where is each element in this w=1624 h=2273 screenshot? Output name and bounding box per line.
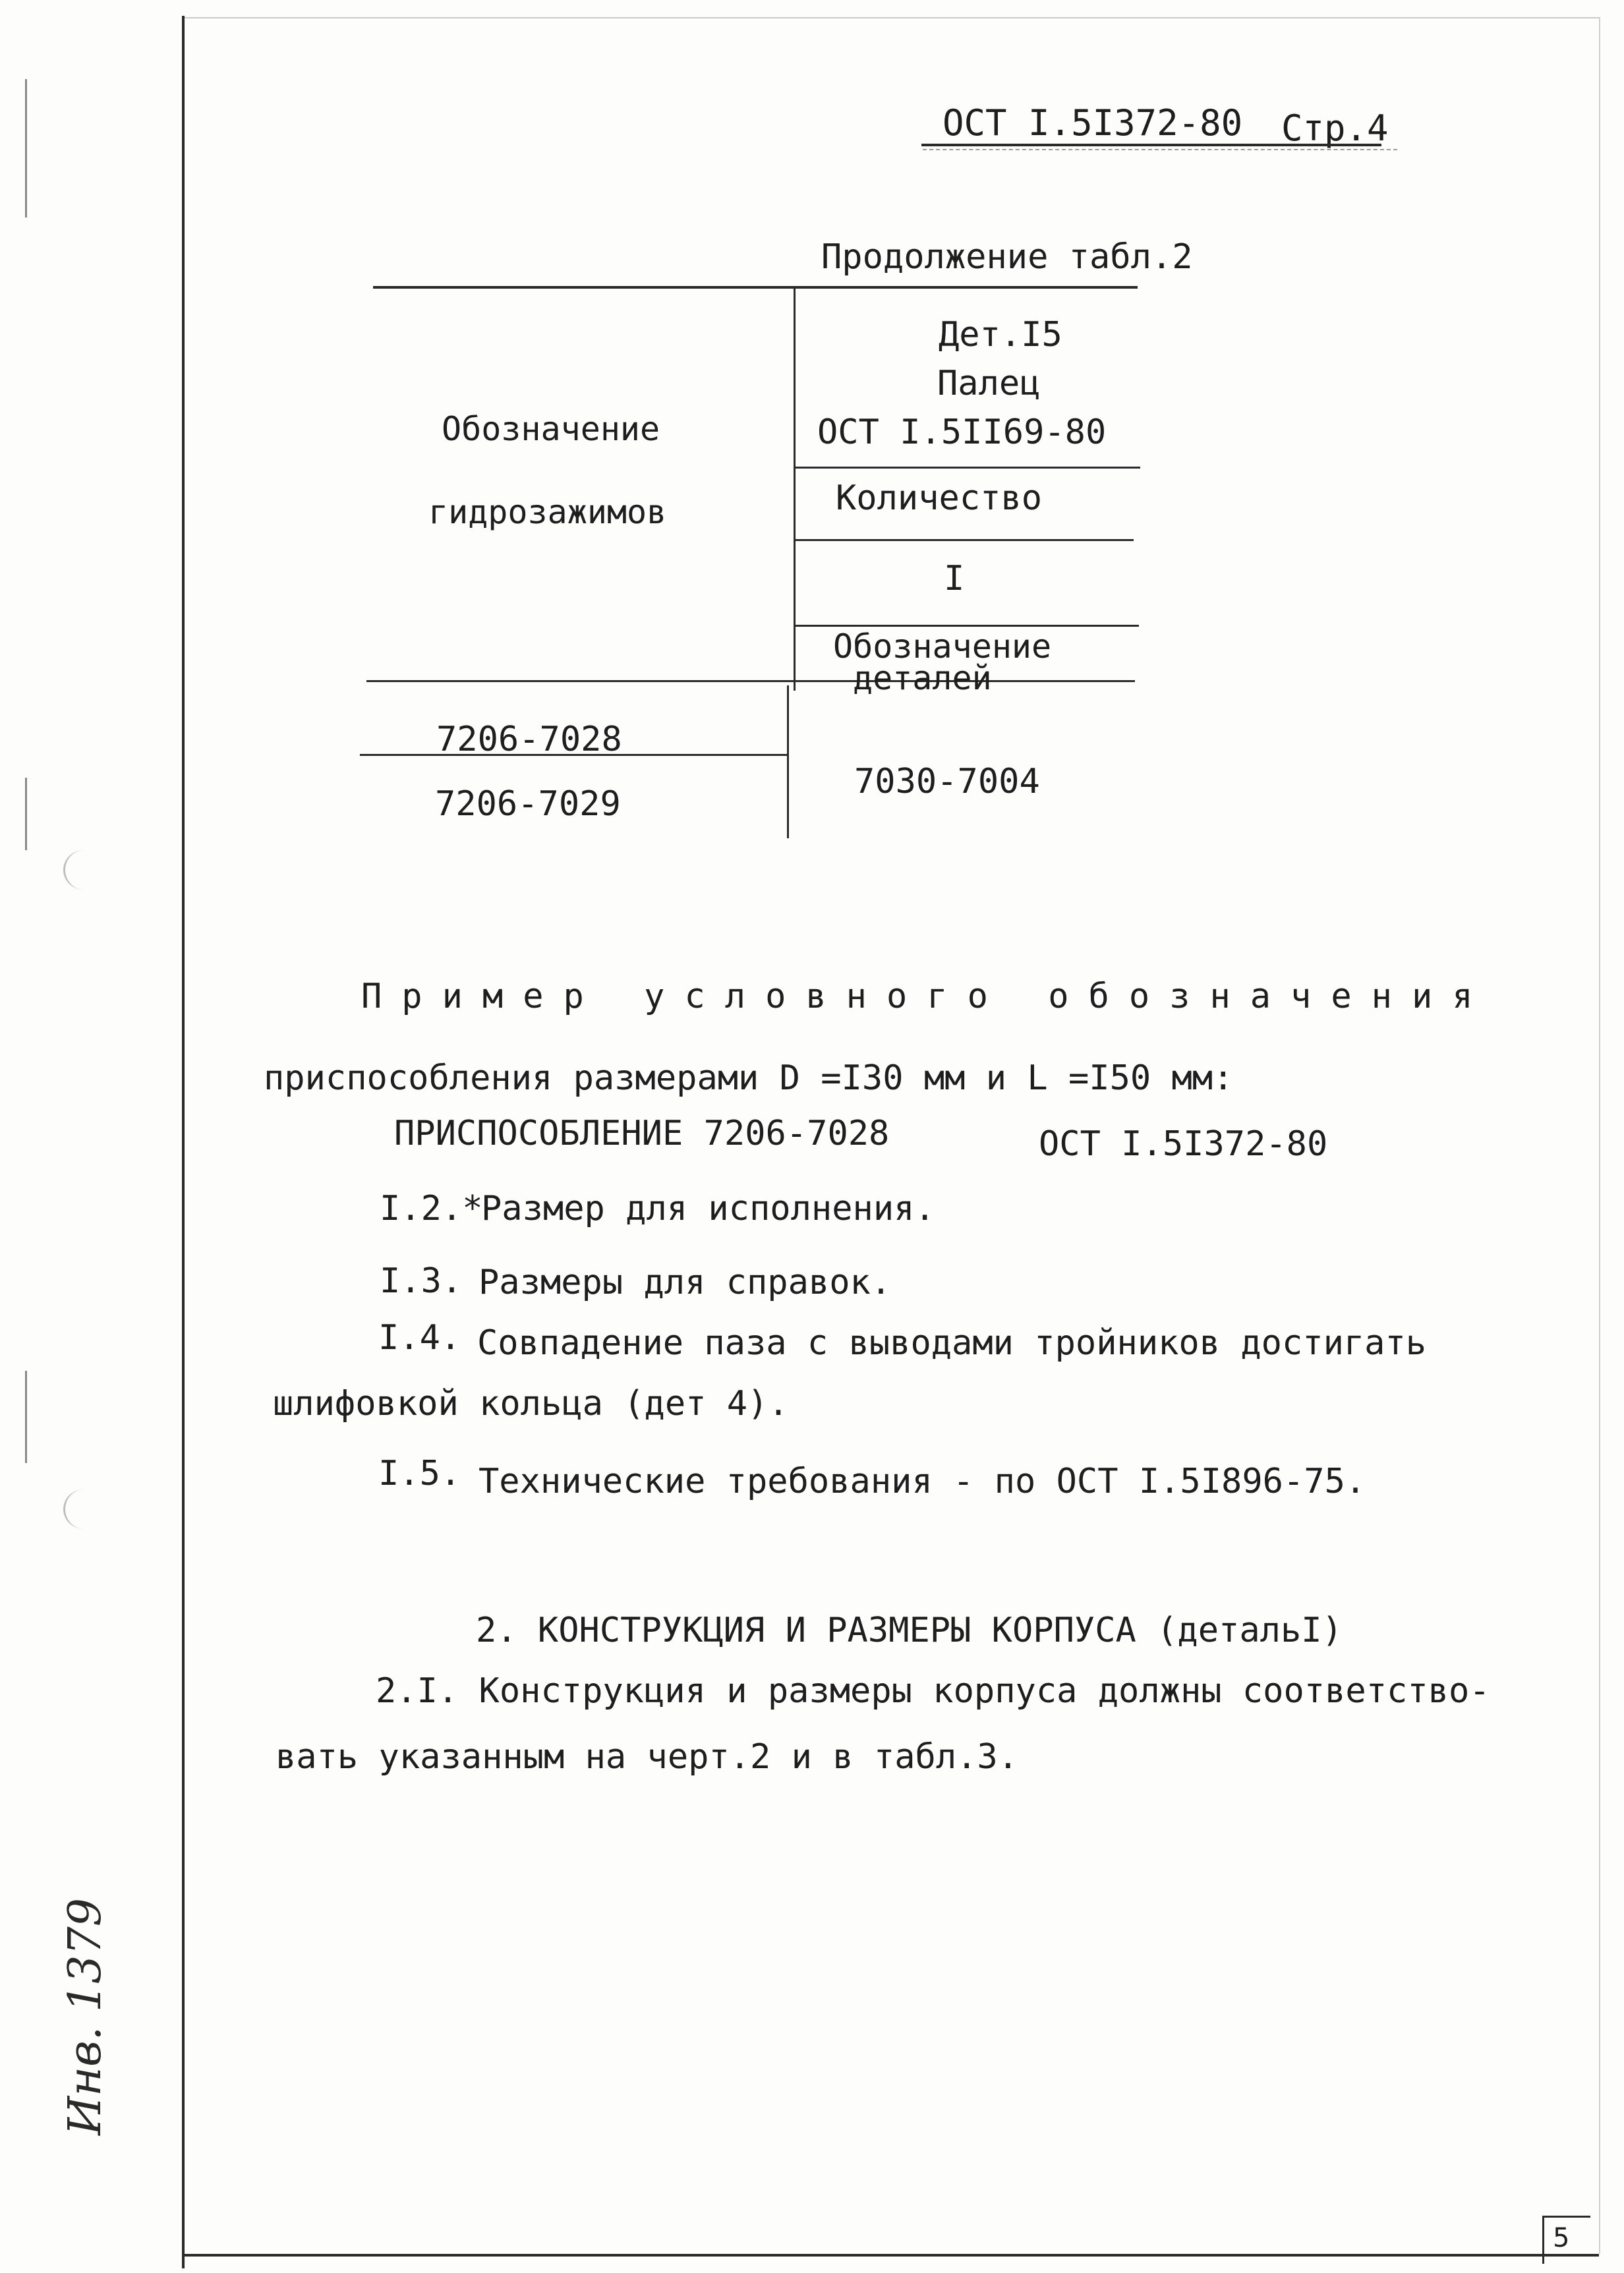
example-designation: ПРИСПОСОБЛЕНИЕ 7206-7028 [394, 1114, 890, 1153]
note-text: Размер для исполнения. [481, 1189, 935, 1228]
table-rule [794, 467, 1140, 469]
table-row-designation: 7206-7028 [436, 720, 622, 759]
frame-bottom-border [182, 2254, 1599, 2257]
table-divider-upper [794, 286, 796, 691]
document-code: ОСТ I.5I372-80 [942, 102, 1243, 144]
inventory-number-handwritten: Инв. 1379 [59, 1898, 111, 2135]
section-title: 2. КОНСТРУКЦИЯ И РАЗМЕРЫ КОРПУСА (детальI) [476, 1611, 1343, 1650]
frame-top-edge [182, 17, 1599, 18]
table-caption: Продолжение табл.2 [821, 237, 1193, 277]
detail-standard: ОСТ I.5II69-80 [817, 413, 1107, 452]
example-text: приспособления размерами D =I30 мм и L =I50 мм: [264, 1058, 1234, 1098]
table-header-rule [366, 680, 1135, 682]
table-header-designation: Обозначение [442, 410, 660, 448]
table-parts-value: 7030-7004 [854, 762, 1040, 801]
note-number: I.5. [378, 1454, 461, 1493]
section-paragraph: 2.I. Конструкция и размеры корпуса должны соответство- [376, 1671, 1490, 1711]
note-number: I.3. [380, 1261, 463, 1301]
detail-number: Дет.I5 [939, 315, 1062, 355]
table-rule [794, 625, 1139, 627]
quantity-label: Количество [836, 478, 1043, 518]
detail-name: Палец [937, 364, 1041, 403]
note-text-continued: шлифовкой кольца (дет 4). [273, 1384, 789, 1424]
punch-hole-shadow [63, 850, 105, 890]
note-text: Размеры для справок. [478, 1263, 892, 1302]
frame-left-border [182, 16, 185, 2268]
binding-mark [25, 778, 27, 850]
punch-hole-shadow [63, 1489, 105, 1529]
section-paragraph-continued: вать указанным на черт.2 и в табл.3. [276, 1737, 1019, 1777]
binding-mark [25, 79, 27, 217]
table-row-designation: 7206-7029 [435, 784, 621, 824]
page-label: Стр.4 [1281, 107, 1389, 149]
parts-label-line1: Обозначение [833, 627, 1052, 666]
note-number: I.2.* [380, 1189, 483, 1228]
header-underline-secondary [923, 149, 1397, 150]
parts-label-line2: деталей [853, 659, 992, 697]
table-header-clamps: гидрозажимов [428, 493, 667, 531]
note-text: Совпадение паза с выводами тройников достигать [477, 1323, 1427, 1363]
table-top-rule [373, 286, 1138, 289]
note-number: I.4. [378, 1318, 461, 1358]
table-divider-lower [787, 685, 789, 838]
note-text: Технические требования - по ОСТ I.5I896-75. [478, 1462, 1366, 1501]
quantity-value: I [944, 559, 965, 598]
sheet-number: 5 [1553, 2223, 1570, 2253]
table-rule [794, 539, 1134, 541]
frame-right-edge [1599, 17, 1600, 2254]
example-designation-standard: ОСТ I.5I372-80 [1039, 1124, 1328, 1164]
binding-mark [25, 1371, 27, 1463]
header-underline [921, 144, 1381, 146]
example-heading: Пример условного обозначения [361, 977, 1493, 1016]
